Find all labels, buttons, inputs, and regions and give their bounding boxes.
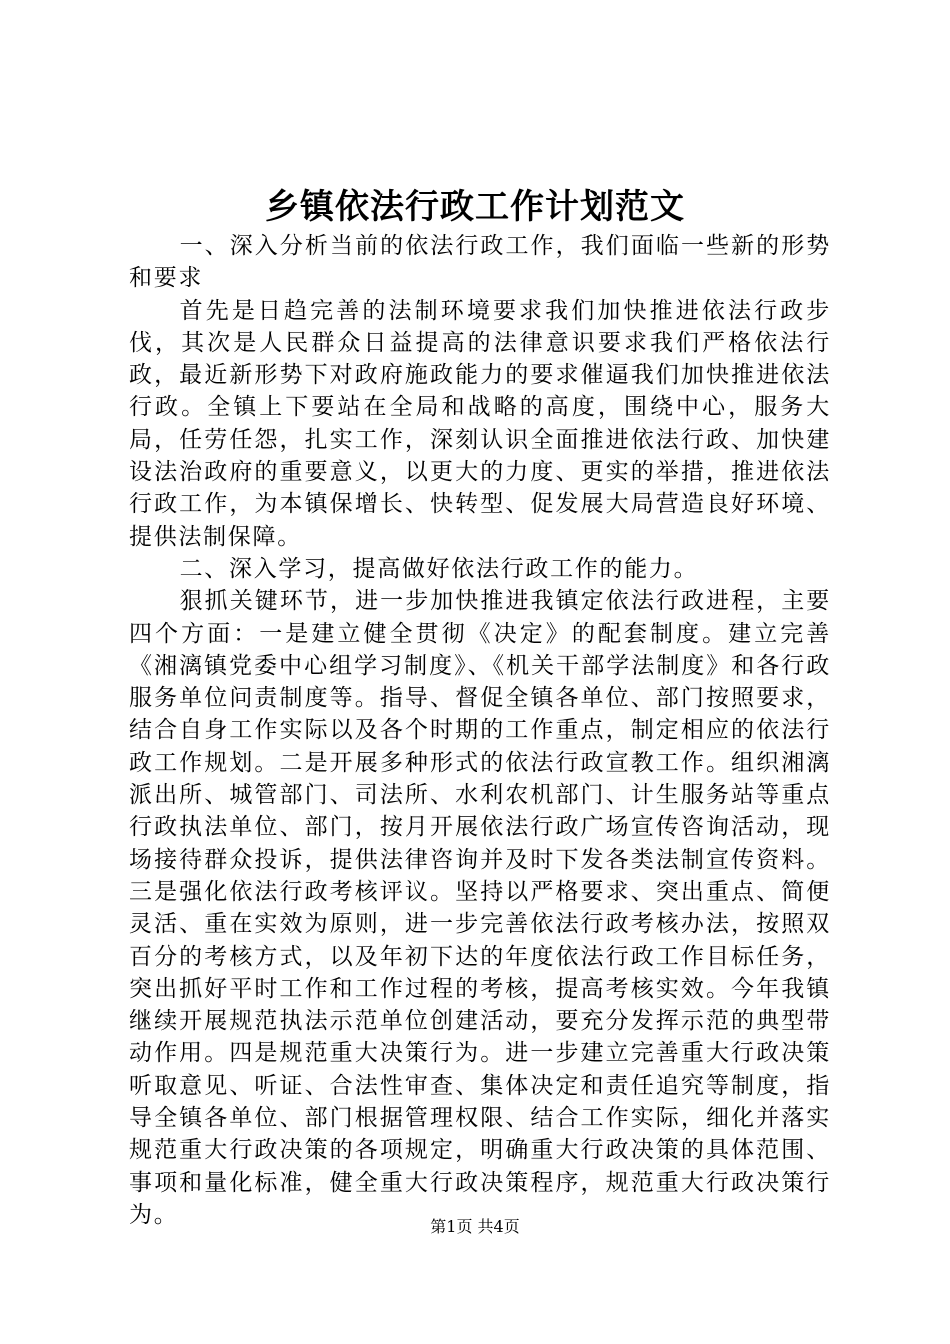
page-number-footer: 第1页 共4页 [430, 1217, 520, 1236]
paragraph-legal-environment: 首先是日趋完善的法制环境要求我们加快推进依法行政步伐，其次是人民群众日益提高的法律意识要求我们严格依法行政，最近新形势下对政府施政能力的要求催逼我们加快推进依法行政。全镇上下要站在全局和战略的高度，围绕中心，服务大局，任劳任怨，扎实工作，深刻认识全面推进依法行政、加快建设法治政府的重要意义，以更大的力度、更实的举措，推进依法行政工作，为本镇保增长、快转型、促发展大局营造良好环境、提供法制保障。 [129, 297, 831, 550]
paragraph-key-measures: 狠抓关键环节，进一步加快推进我镇定依法行政进程，主要四个方面：一是建立健全贯彻《决定》的配套制度。建立完善《湘漓镇党委中心组学习制度》、《机关干部学法制度》和各行政服务单位问责制度等。指导、督促全镇各单位、部门按照要求，结合自身工作实际以及各个时期的工作重点，制定相应的依法行政工作规划。二是开展多种形式的依法行政宣教工作。组织湘漓派出所、城管部门、司法所、水利农机部门、计生服务站等重点行政执法单位、部门，按月开展依法行政广场宣传咨询活动，现场接待群众投诉，提供法律咨询并及时下发各类法制宣传资料。三是强化依法行政考核评议。坚持以严格要求、突出重点、简便灵活、重在实效为原则，进一步完善依法行政考核办法，按照双百分的考核方式，以及年初下达的年度依法行政工作目标任务，突出抓好平时工作和工作过程的考核，提高考核实效。今年我镇继续开展规范执法示范单位创建活动，要充分发挥示范的典型带动作用。四是规范重大决策行为。进一步建立完善重大行政决策听取意见、听证、合法性审查、集体决定和责任追究等制度，指导全镇各单位、部门根据管理权限、结合工作实际，细化并落实规范重大行政决策的各项规定，明确重大行政决策的具体范围、事项和量化标准，健全重大行政决策程序，规范重大行政决策行为。 [129, 588, 831, 1228]
document-title: 乡镇依法行政工作计划范文 [265, 187, 685, 227]
document-body [129, 230, 831, 1231]
paragraph-section-two-heading: 二、深入学习，提高做好依法行政工作的能力。 [179, 555, 699, 582]
paragraph-section-one-heading: 一、深入分析当前的依法行政工作，我们面临一些新的形势和要求 [129, 233, 831, 292]
